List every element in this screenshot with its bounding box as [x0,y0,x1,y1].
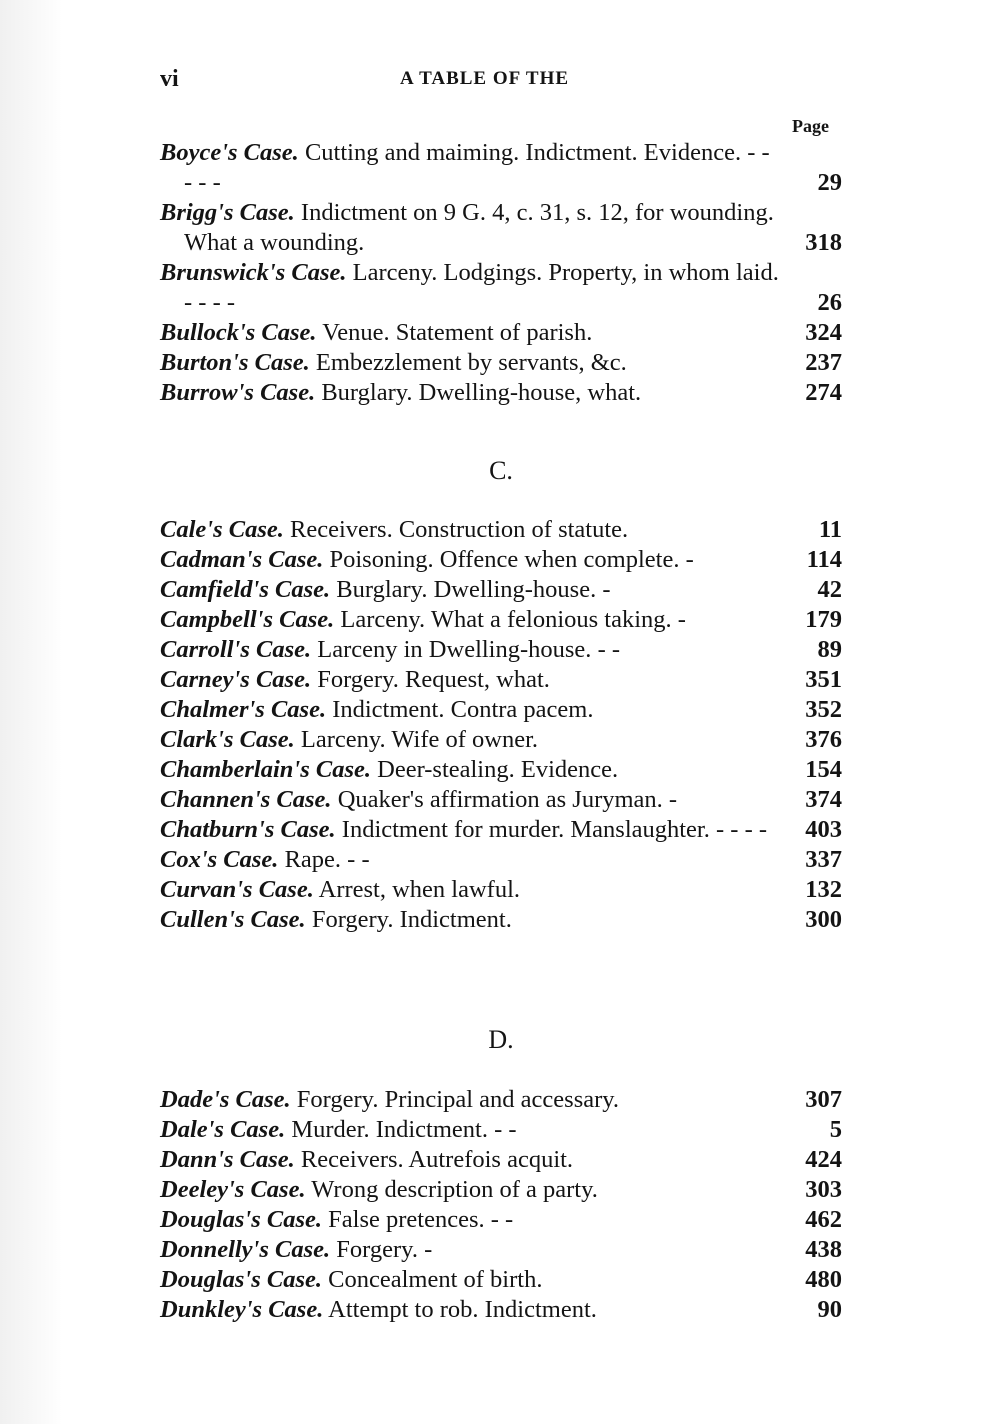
page-number: 480 [805,1266,842,1293]
index-entry [160,755,842,785]
case-name: Camfield's Case. [160,576,331,603]
page-number: 42 [817,576,842,603]
page-number: 403 [805,816,842,843]
dot-leader: - [424,1236,433,1263]
section-letter-d: D. [488,1025,514,1054]
page-number: 274 [805,379,842,406]
page-header [160,66,840,100]
page-number: 11 [818,516,842,543]
case-name: Cadman's Case. [160,546,324,573]
case-name: Cullen's Case. [160,906,306,933]
page-edge-shading [0,0,62,1424]
dot-leader: - [677,606,686,633]
case-name: Channen's Case. [160,786,332,813]
index-entry [160,785,842,815]
dot-leader: - - [494,1116,517,1143]
case-name: Carney's Case. [160,666,312,693]
case-name: Deeley's Case. [160,1176,306,1203]
page-number: 5 [829,1116,842,1143]
dot-leader: - - - - [716,816,768,843]
section-letter-c: C. [489,456,513,485]
case-description: Wrong description of a party. [311,1176,598,1203]
page-number: 324 [805,319,842,346]
case-description: Deer-stealing. Evidence. [377,756,619,783]
case-name: Dale's Case. [160,1116,286,1143]
index-entry [160,378,842,408]
case-description: Arrest, when lawful. [318,876,521,903]
index-entry [160,1265,842,1295]
page-number: 337 [805,846,842,873]
case-description: Murder. Indictment. [291,1116,488,1143]
page-number: 374 [805,786,842,813]
page-number: 90 [817,1296,842,1323]
case-description: Indictment. Contra pacem. [332,696,594,723]
case-description: Embezzlement by servants, &c. [315,349,627,376]
running-title: A TABLE OF THE [400,68,570,89]
case-description: Forgery. Request, what. [317,666,550,693]
case-name: Burton's Case. [160,349,310,376]
index-entry [160,545,842,575]
dot-leader: - [685,546,694,573]
index-entry [160,1145,842,1175]
case-name: Dade's Case. [160,1086,291,1113]
index-entry [160,198,842,258]
dot-leader: - - - - [184,289,236,316]
case-description: Indictment on 9 G. 4, c. 31, s. 12, for wounding. What a wounding. [184,199,774,256]
index-entry [160,815,842,845]
index-entry [160,348,842,378]
index-entry [160,138,842,198]
case-description: Indictment for murder. Manslaughter. [341,816,710,843]
page-number: 424 [805,1146,842,1173]
case-name: Dann's Case. [160,1146,295,1173]
section-c-entries [160,515,842,935]
index-entry [160,318,842,348]
case-name: Donnelly's Case. [160,1236,331,1263]
page-number: 351 [805,666,842,693]
case-description: Larceny. What a felonious taking. [340,606,672,633]
index-entry [160,695,842,725]
case-name: Clark's Case. [160,726,295,753]
case-name: Boyce's Case. [160,139,299,166]
section-d-entries [160,1085,842,1325]
case-description: Forgery. Indictment. [311,906,512,933]
case-name: Cale's Case. [160,516,284,543]
case-description: Receivers. Construction of statute. [290,516,629,543]
dot-leader: - [602,576,611,603]
index-entry [160,258,842,318]
page-column-label: Page [792,116,829,136]
case-description: Attempt to rob. Indictment. [328,1296,597,1323]
case-description: Forgery. Principal and accessary. [296,1086,620,1113]
index-entry [160,1205,842,1235]
case-description: Rape. [284,846,342,873]
case-name: Bullock's Case. [160,319,317,346]
folio-number: vi [160,66,179,92]
case-name: Chamberlain's Case. [160,756,372,783]
index-entry [160,905,842,935]
index-entry [160,1295,842,1325]
case-name: Campbell's Case. [160,606,335,633]
page-number: 462 [805,1206,842,1233]
index-entry [160,1175,842,1205]
case-name: Brunswick's Case. [160,259,347,286]
page-number: 154 [805,756,842,783]
page-number: 376 [805,726,842,753]
case-description: Receivers. Autrefois acquit. [300,1146,574,1173]
case-description: False pretences. [328,1206,485,1233]
page-number: 307 [805,1086,842,1113]
case-name: Burrow's Case. [160,379,316,406]
page-number: 352 [805,696,842,723]
case-name: Dunkley's Case. [160,1296,324,1323]
dot-leader: - - [597,636,621,663]
section-b-entries [160,138,842,408]
case-description: Quaker's affirmation as Juryman. [337,786,663,813]
case-name: Douglas's Case. [160,1266,323,1293]
index-entry [160,635,842,665]
page-number: 114 [806,546,842,573]
case-name: Douglas's Case. [160,1206,323,1233]
dot-leader: - - - - - [184,139,770,196]
dot-leader: - - [490,1206,514,1233]
page-number: 318 [805,229,842,256]
case-name: Cox's Case. [160,846,279,873]
page-number: 132 [805,876,842,903]
page-number: 300 [805,906,842,933]
case-description: Venue. Statement of parish. [322,319,593,346]
page-number: 89 [817,636,842,663]
page-number: 179 [805,606,842,633]
case-description: Cutting and maiming. Indictment. Evidence. [304,139,742,166]
index-entry [160,1235,842,1265]
index-entry [160,515,842,545]
case-description: Larceny. Lodgings. Property, in whom laid. [352,259,779,286]
case-description: Burglary. Dwelling-house, what. [321,379,642,406]
case-name: Curvan's Case. [160,876,314,903]
dot-leader: - - [347,846,370,873]
index-entry [160,845,842,875]
index-entry [160,1085,842,1115]
case-description: Concealment of birth. [328,1266,543,1293]
index-entry [160,575,842,605]
index-entry [160,605,842,635]
page-number: 26 [817,289,842,316]
dot-leader: - [668,786,678,813]
case-name: Chalmer's Case. [160,696,327,723]
index-entry [160,875,842,905]
case-name: Brigg's Case. [160,199,295,226]
page-number: 303 [805,1176,842,1203]
index-entry [160,665,842,695]
index-entry [160,725,842,755]
case-description: Larceny in Dwelling-house. [317,636,592,663]
page-number: 237 [805,349,842,376]
case-description: Poisoning. Offence when complete. [329,546,680,573]
case-description: Larceny. Wife of owner. [300,726,539,753]
case-description: Forgery. [336,1236,418,1263]
page-number: 438 [805,1236,842,1263]
page-number: 29 [817,169,842,196]
index-entry [160,1115,842,1145]
case-description: Burglary. Dwelling-house. [336,576,597,603]
case-name: Chatburn's Case. [160,816,336,843]
case-name: Carroll's Case. [160,636,312,663]
